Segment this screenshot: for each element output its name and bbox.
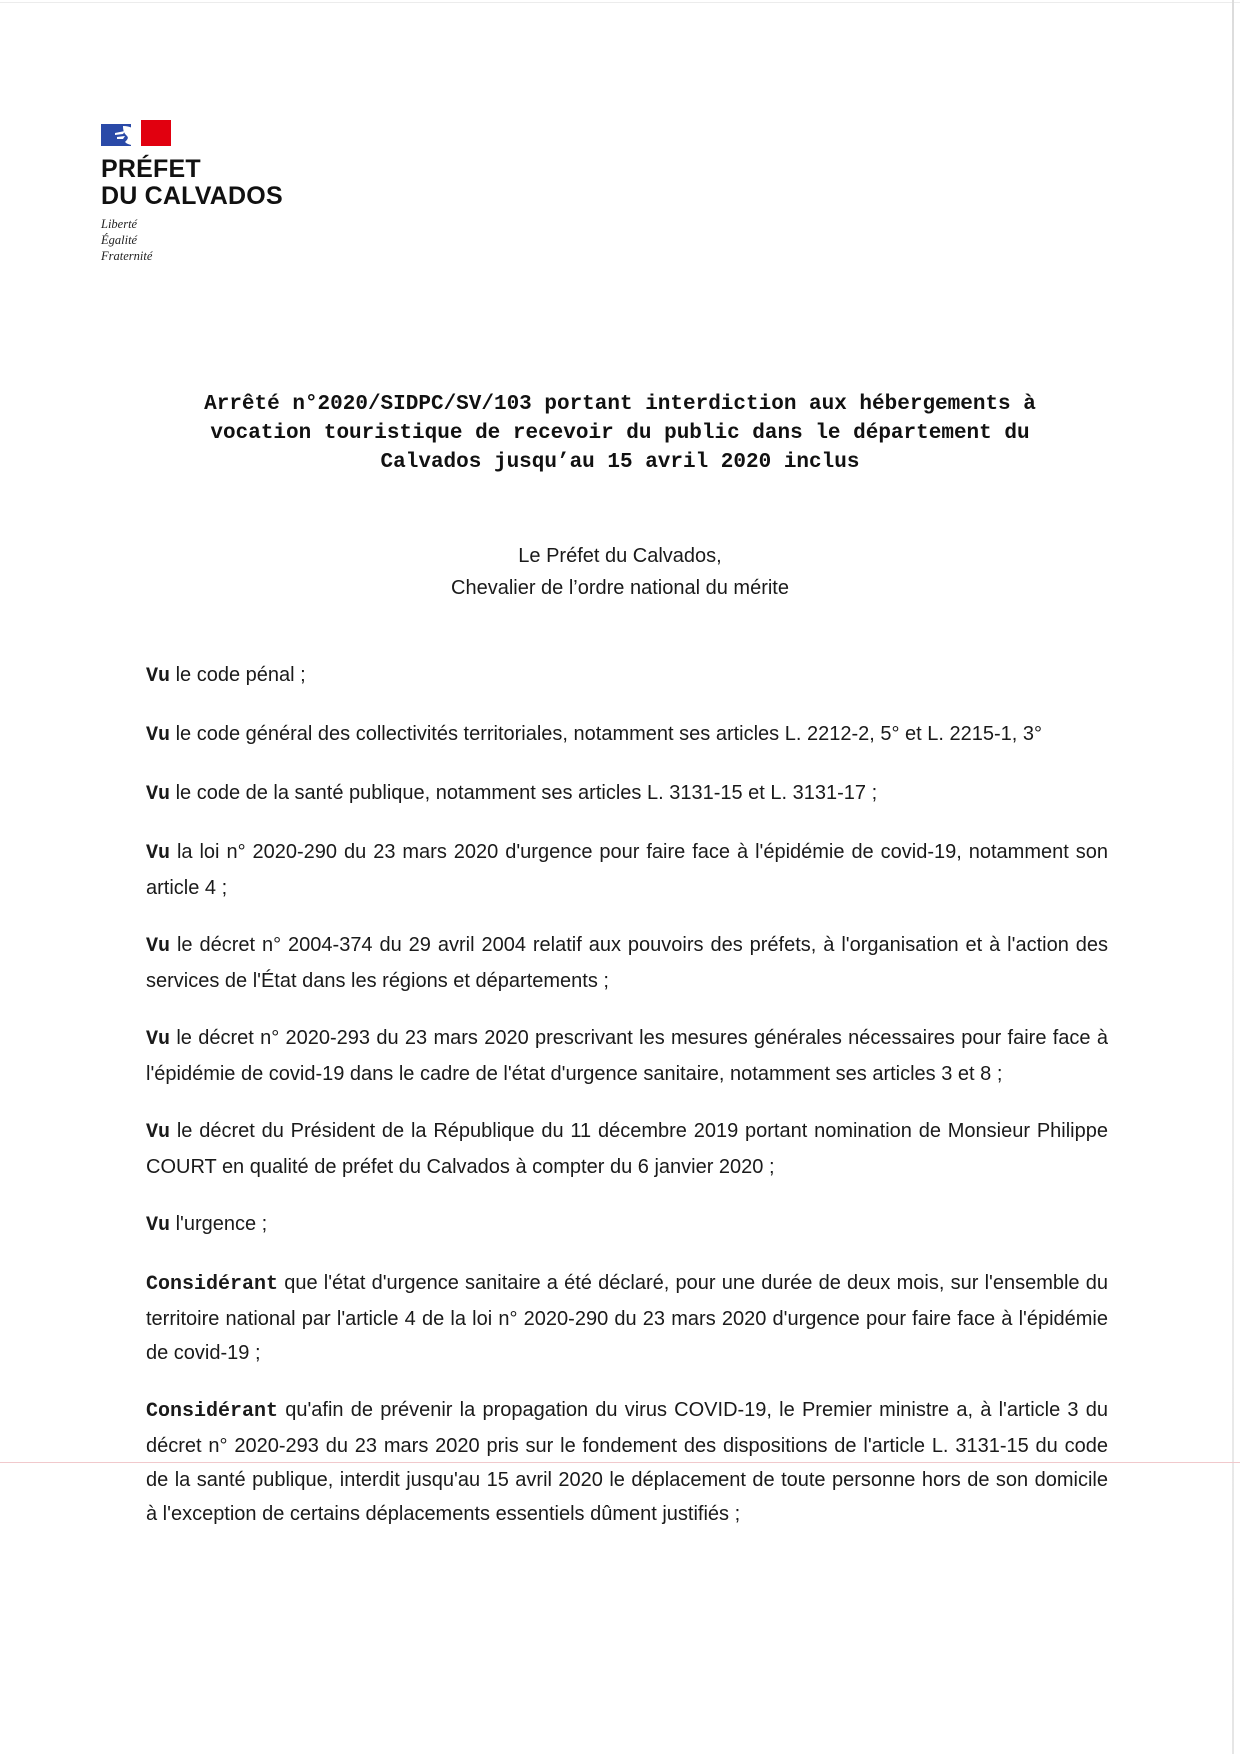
paragraph-keyword: Vu	[146, 1028, 171, 1051]
paragraph-text: le code général des collectivités territoriales, notamment ses articles L. 2212-2, 5° et L. 2215-1, 3°	[170, 723, 1043, 745]
paragraph-keyword: Vu	[146, 1214, 171, 1237]
paragraph-text: le code pénal ;	[170, 664, 306, 686]
paragraph-text: la loi n° 2020-290 du 23 mars 2020 d'urgence pour faire face à l'épidémie de covid-19, notamment son article 4 ;	[146, 841, 1108, 899]
paragraph-text: le décret n° 2004-374 du 29 avril 2004 relatif aux pouvoirs des préfets, à l'organisation et à l'action des services de l'État dans les régions et départements ;	[146, 934, 1108, 992]
title-line-3: Calvados jusqu’au 15 avril 2020 inclus	[380, 451, 860, 474]
considerant-paragraph	[146, 1266, 1108, 1370]
paragraph-keyword: Vu	[146, 783, 171, 806]
title-line-2: vocation touristique de recevoir du public dans le département du	[210, 422, 1030, 445]
considerant-paragraph	[146, 1393, 1108, 1531]
authority-line-2: Chevalier de l’ordre national du mérite	[451, 577, 789, 599]
paragraph-text: le décret n° 2020-293 du 23 mars 2020 prescrivant les mesures générales nécessaires pour faire face à l'épidémie de covid-19 dans le cadre de l'état d'urgence sanitaire, notamment ses articles 3 et 8 ;	[146, 1027, 1108, 1085]
paragraph-text: le décret du Président de la République du 11 décembre 2019 portant nomination de Monsieur Philippe COURT en qualité de préfet du Calvados à compter du 6 janvier 2020 ;	[146, 1120, 1108, 1178]
visa-paragraph	[146, 717, 1108, 753]
paragraph-text: le code de la santé publique, notamment ses articles L. 3131-15 et L. 3131-17 ;	[170, 782, 878, 804]
visa-paragraph	[146, 1207, 1108, 1243]
document-body	[146, 658, 1108, 1554]
paragraph-keyword: Vu	[146, 935, 171, 958]
institution-name	[101, 156, 361, 210]
visa-paragraph	[146, 1021, 1108, 1091]
visa-paragraph	[146, 776, 1108, 812]
motto-liberte: Liberté	[101, 217, 138, 231]
paragraph-text: qu'afin de prévenir la propagation du virus COVID-19, le Premier ministre a, à l'article 3 du décret n° 2020-293 du 23 mars 2020 pris sur le fondement des dispositions de l'article L. 3131-15 du code de la santé publique, interdit jusqu'au 15 avril 2020 le déplacement de toute personne hors de son domicile à l'exception de certains déplacements essentiels dûment justifiés ;	[146, 1399, 1108, 1525]
paragraph-text: que l'état d'urgence sanitaire a été déclaré, pour une durée de deux mois, sur l'ensemble du territoire national par l'article 4 de la loi n° 2020-290 du 23 mars 2020 d'urgence pour faire face à l'épidémie de covid-19 ;	[146, 1272, 1108, 1364]
paragraph-keyword: Vu	[146, 724, 171, 747]
institution-line-2: DU CALVADOS	[101, 182, 283, 210]
paragraph-keyword: Vu	[146, 665, 171, 688]
visa-paragraph	[146, 928, 1108, 998]
prefecture-logo-block	[101, 120, 361, 264]
paragraph-keyword: Vu	[146, 842, 171, 865]
visa-paragraph	[146, 658, 1108, 694]
motto-fraternite: Fraternité	[101, 249, 153, 263]
paragraph-keyword: Vu	[146, 1121, 171, 1144]
paragraph-keyword: Considérant	[146, 1273, 279, 1296]
marianne-flag-icon	[101, 120, 171, 150]
motto-egalite: Égalité	[101, 233, 138, 247]
institution-line-1: PRÉFET	[101, 155, 201, 183]
title-line-1: Arrêté n°2020/SIDPC/SV/103 portant interdiction aux hébergements à	[204, 393, 1036, 416]
issuing-authority	[380, 540, 860, 604]
republic-motto	[101, 216, 361, 264]
authority-line-1: Le Préfet du Calvados,	[518, 545, 722, 567]
scan-edge-right	[1232, 0, 1234, 1754]
visa-paragraph	[146, 1114, 1108, 1184]
scan-edge-top	[0, 2, 1240, 3]
paragraph-text: l'urgence ;	[170, 1213, 268, 1235]
paragraph-keyword: Considérant	[146, 1400, 279, 1423]
visa-paragraph	[146, 835, 1108, 905]
document-title	[150, 390, 1090, 477]
